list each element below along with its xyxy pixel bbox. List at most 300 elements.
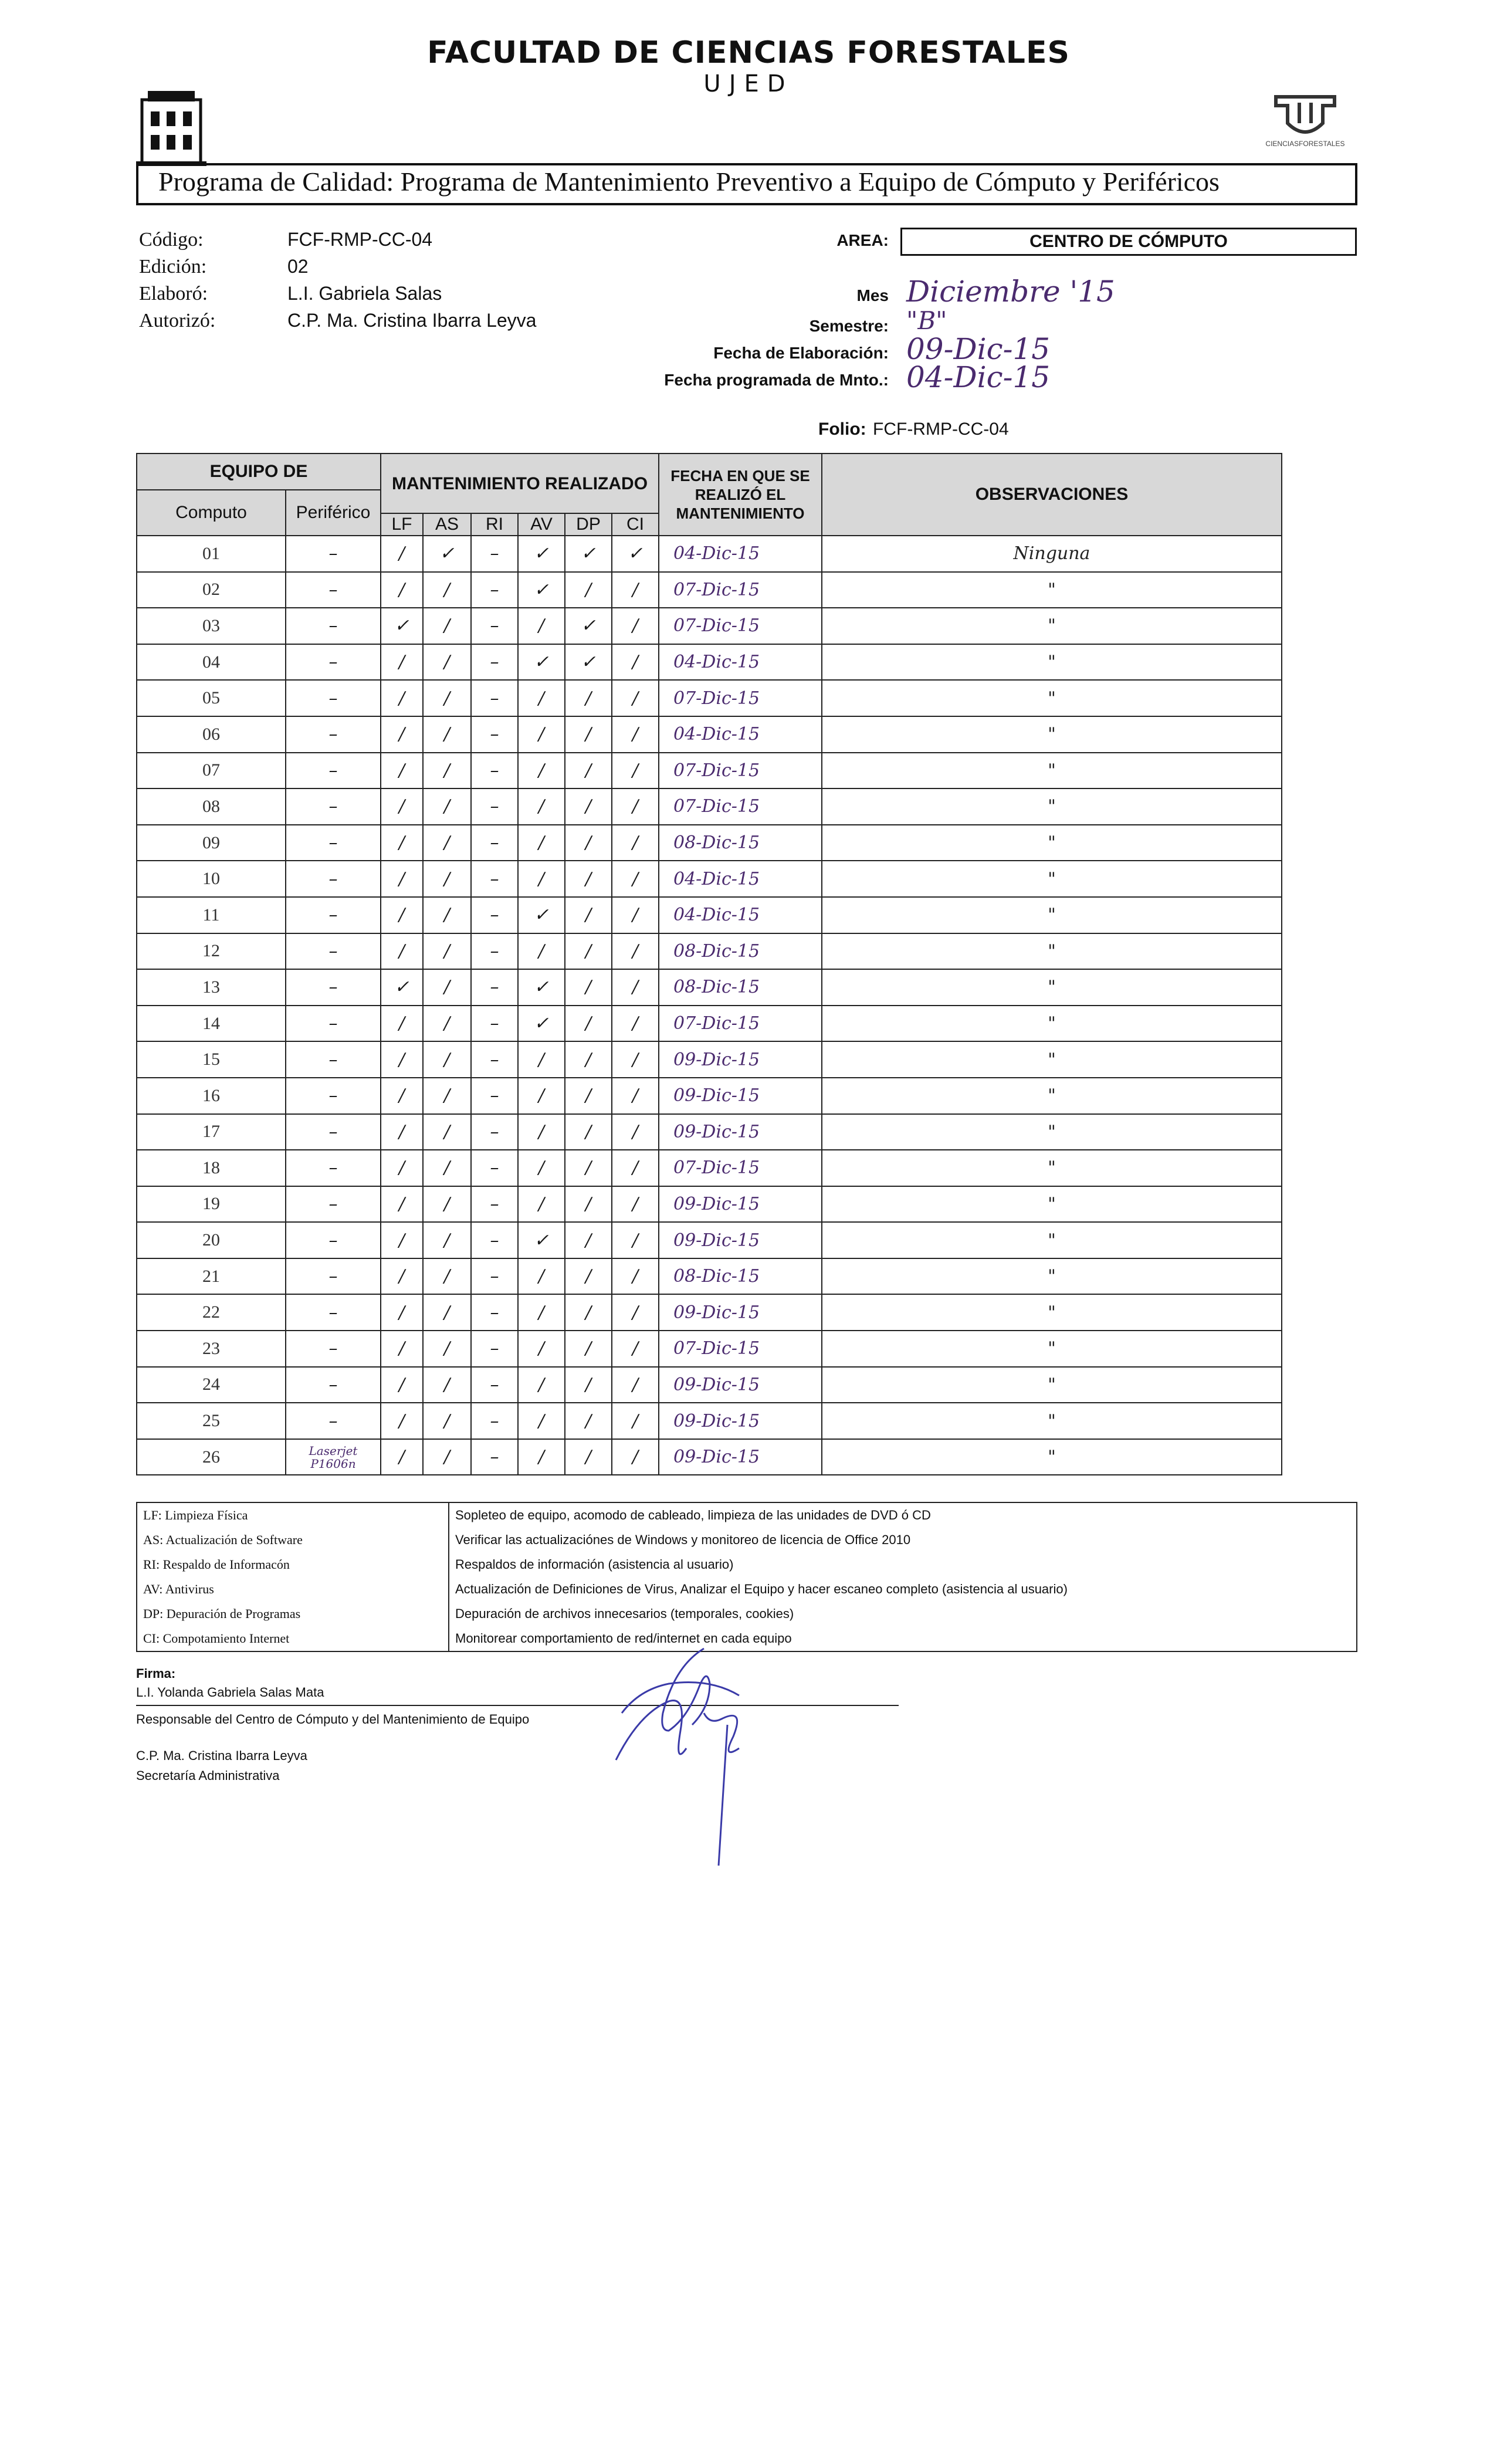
periferico-cell: – bbox=[286, 861, 381, 897]
table-row bbox=[137, 1439, 1282, 1475]
computo-number: 05 bbox=[137, 680, 286, 716]
check-dp: / bbox=[565, 572, 612, 608]
check-ri: – bbox=[471, 680, 518, 716]
table-row bbox=[137, 1150, 1282, 1186]
mantenimiento-header: MANTENIMIENTO REALIZADO bbox=[381, 453, 659, 513]
fecha-cell: 09-Dic-15 bbox=[659, 1439, 822, 1475]
responsable-role: Responsable del Centro de Cómputo y del Mantenimiento de Equipo bbox=[136, 1712, 530, 1727]
code-header-lf: LF bbox=[381, 513, 423, 536]
computo-number: 25 bbox=[137, 1403, 286, 1439]
check-ci: / bbox=[612, 1114, 659, 1150]
fecha-cell: 07-Dic-15 bbox=[659, 572, 822, 608]
check-av: / bbox=[518, 933, 565, 970]
computo-number: 24 bbox=[137, 1367, 286, 1403]
check-ri: – bbox=[471, 825, 518, 861]
table-row bbox=[137, 933, 1282, 970]
fecha-cell: 09-Dic-15 bbox=[659, 1403, 822, 1439]
edicion-label: Edición: bbox=[139, 256, 207, 277]
check-as: / bbox=[423, 1294, 471, 1331]
legend-description: Monitorear comportamiento de red/internet en cada equipo bbox=[455, 1631, 792, 1646]
check-ri: – bbox=[471, 1041, 518, 1078]
legend-row bbox=[137, 1552, 1357, 1577]
check-ci: / bbox=[612, 716, 659, 753]
fecha-cell: 04-Dic-15 bbox=[659, 644, 822, 681]
check-ci: / bbox=[612, 753, 659, 789]
check-ri: – bbox=[471, 1367, 518, 1403]
periferico-cell: – bbox=[286, 1294, 381, 1331]
observacion-cell: " bbox=[822, 969, 1282, 1006]
check-dp: / bbox=[565, 1006, 612, 1042]
check-ri: – bbox=[471, 753, 518, 789]
check-ri: – bbox=[471, 1078, 518, 1114]
computo-number: 02 bbox=[137, 572, 286, 608]
observacion-cell: " bbox=[822, 861, 1282, 897]
check-ri: – bbox=[471, 608, 518, 644]
periferico-cell: – bbox=[286, 1403, 381, 1439]
check-as: / bbox=[423, 1078, 471, 1114]
fecha-cell: 09-Dic-15 bbox=[659, 1078, 822, 1114]
check-dp: / bbox=[565, 1258, 612, 1295]
check-av: ✓ bbox=[518, 1006, 565, 1042]
observaciones-header: OBSERVACIONES bbox=[822, 453, 1282, 536]
mes-value: Diciembre '15 bbox=[906, 275, 1115, 309]
computo-number: 14 bbox=[137, 1006, 286, 1042]
check-lf: / bbox=[381, 788, 423, 825]
check-ci: / bbox=[612, 1294, 659, 1331]
check-av: / bbox=[518, 1114, 565, 1150]
fecha-cell: 09-Dic-15 bbox=[659, 1222, 822, 1258]
check-dp: / bbox=[565, 897, 612, 933]
check-ci: / bbox=[612, 861, 659, 897]
legend-description: Actualización de Definiciones de Virus, Analizar el Equipo y hacer escaneo completo (asistencia al usuario) bbox=[455, 1582, 1068, 1596]
table-row bbox=[137, 861, 1282, 897]
observacion-cell: " bbox=[822, 1294, 1282, 1331]
check-ri: – bbox=[471, 1258, 518, 1295]
fecha-elaboracion-label: Fecha de Elaboración: bbox=[713, 344, 889, 362]
secretaria-name: C.P. Ma. Cristina Ibarra Leyva bbox=[136, 1748, 307, 1763]
observacion-cell: " bbox=[822, 716, 1282, 753]
fecha-cell: 09-Dic-15 bbox=[659, 1367, 822, 1403]
check-ci: / bbox=[612, 644, 659, 681]
periferico-cell: – bbox=[286, 1041, 381, 1078]
legend-row bbox=[137, 1577, 1357, 1602]
check-av: ✓ bbox=[518, 644, 565, 681]
fecha-cell: 09-Dic-15 bbox=[659, 1114, 822, 1150]
semestre-value: "B" bbox=[906, 306, 947, 335]
check-lf: / bbox=[381, 1294, 423, 1331]
table-row bbox=[137, 1006, 1282, 1042]
faculty-title: FACULTAD DE CIENCIAS FORESTALES bbox=[427, 35, 1070, 70]
observacion-cell: " bbox=[822, 1041, 1282, 1078]
check-ci: / bbox=[612, 933, 659, 970]
check-as: / bbox=[423, 680, 471, 716]
check-av: / bbox=[518, 1078, 565, 1114]
check-as: / bbox=[423, 716, 471, 753]
autorizo-value: C.P. Ma. Cristina Ibarra Leyva bbox=[287, 310, 537, 331]
table-row bbox=[137, 1078, 1282, 1114]
check-lf: / bbox=[381, 572, 423, 608]
computo-number: 19 bbox=[137, 1186, 286, 1223]
computo-number: 13 bbox=[137, 969, 286, 1006]
check-ci: / bbox=[612, 825, 659, 861]
table-row bbox=[137, 536, 1282, 572]
legend-code: CI: Compotamiento Internet bbox=[137, 1626, 449, 1651]
check-ci: / bbox=[612, 680, 659, 716]
computo-number: 16 bbox=[137, 1078, 286, 1114]
check-ri: – bbox=[471, 861, 518, 897]
check-ci: / bbox=[612, 1222, 659, 1258]
periferico-cell: – bbox=[286, 1150, 381, 1186]
check-as: / bbox=[423, 897, 471, 933]
fecha-cell: 07-Dic-15 bbox=[659, 753, 822, 789]
check-ci: / bbox=[612, 572, 659, 608]
table-row bbox=[137, 1041, 1282, 1078]
check-ci: / bbox=[612, 1041, 659, 1078]
codigo-value: FCF-RMP-CC-04 bbox=[287, 229, 433, 250]
observacion-cell: " bbox=[822, 644, 1282, 681]
check-lf: / bbox=[381, 1041, 423, 1078]
fecha-cell: 08-Dic-15 bbox=[659, 825, 822, 861]
fecha-cell: 08-Dic-15 bbox=[659, 933, 822, 970]
table-row bbox=[137, 1114, 1282, 1150]
check-lf: ✓ bbox=[381, 969, 423, 1006]
fecha-cell: 04-Dic-15 bbox=[659, 536, 822, 572]
equipo-de-header: EQUIPO DE bbox=[137, 453, 381, 490]
check-av: / bbox=[518, 608, 565, 644]
periferico-cell: – bbox=[286, 1186, 381, 1223]
check-ci: / bbox=[612, 1006, 659, 1042]
mes-label: Mes bbox=[856, 286, 889, 304]
code-header-ci: CI bbox=[612, 513, 659, 536]
codigo-label: Código: bbox=[139, 229, 204, 251]
check-as: / bbox=[423, 861, 471, 897]
check-as: ✓ bbox=[423, 536, 471, 572]
computo-number: 15 bbox=[137, 1041, 286, 1078]
fecha-cell: 04-Dic-15 bbox=[659, 716, 822, 753]
observacion-cell: " bbox=[822, 1258, 1282, 1295]
fecha-cell: 07-Dic-15 bbox=[659, 1006, 822, 1042]
check-dp: / bbox=[565, 1114, 612, 1150]
observacion-cell: " bbox=[822, 933, 1282, 970]
fecha-cell: 07-Dic-15 bbox=[659, 680, 822, 716]
computo-number: 04 bbox=[137, 644, 286, 681]
table-row bbox=[137, 572, 1282, 608]
periferico-cell: – bbox=[286, 1078, 381, 1114]
periferico-cell: – bbox=[286, 1222, 381, 1258]
table-row bbox=[137, 716, 1282, 753]
check-av: / bbox=[518, 1403, 565, 1439]
periferico-cell: – bbox=[286, 1367, 381, 1403]
check-dp: ✓ bbox=[565, 608, 612, 644]
area-value: CENTRO DE CÓMPUTO bbox=[900, 228, 1357, 256]
legend-description: Sopleteo de equipo, acomodo de cableado, limpieza de las unidades de DVD ó CD bbox=[455, 1508, 931, 1522]
code-header-ri: RI bbox=[471, 513, 518, 536]
computo-number: 01 bbox=[137, 536, 286, 572]
computo-number: 21 bbox=[137, 1258, 286, 1295]
computo-number: 23 bbox=[137, 1331, 286, 1367]
fecha-mnto-label: Fecha programada de Mnto.: bbox=[664, 371, 889, 389]
check-lf: / bbox=[381, 1367, 423, 1403]
maintenance-table bbox=[136, 453, 1282, 1475]
check-ci: / bbox=[612, 1367, 659, 1403]
check-dp: / bbox=[565, 933, 612, 970]
check-av: / bbox=[518, 1439, 565, 1475]
table-row bbox=[137, 788, 1282, 825]
check-lf: / bbox=[381, 716, 423, 753]
fecha-cell: 04-Dic-15 bbox=[659, 861, 822, 897]
check-ri: – bbox=[471, 1114, 518, 1150]
folio-value: FCF-RMP-CC-04 bbox=[873, 419, 1009, 439]
legend-description: Depuración de archivos innecesarios (temporales, cookies) bbox=[455, 1606, 794, 1621]
check-as: / bbox=[423, 1041, 471, 1078]
check-as: / bbox=[423, 788, 471, 825]
check-lf: / bbox=[381, 680, 423, 716]
check-ci: / bbox=[612, 788, 659, 825]
fecha-cell: 09-Dic-15 bbox=[659, 1294, 822, 1331]
check-av: / bbox=[518, 1367, 565, 1403]
periferico-cell: – bbox=[286, 933, 381, 970]
check-as: / bbox=[423, 1258, 471, 1295]
observacion-cell: " bbox=[822, 608, 1282, 644]
check-av: / bbox=[518, 1186, 565, 1223]
check-ri: – bbox=[471, 1186, 518, 1223]
check-ri: – bbox=[471, 536, 518, 572]
check-lf: / bbox=[381, 1222, 423, 1258]
check-as: / bbox=[423, 1006, 471, 1042]
elaboro-label: Elaboró: bbox=[139, 283, 208, 304]
check-av: / bbox=[518, 825, 565, 861]
check-ri: – bbox=[471, 897, 518, 933]
check-av: / bbox=[518, 1331, 565, 1367]
check-lf: / bbox=[381, 1186, 423, 1223]
check-ci: / bbox=[612, 1331, 659, 1367]
periferico-cell: – bbox=[286, 969, 381, 1006]
check-lf: / bbox=[381, 825, 423, 861]
ujed-building-logo bbox=[136, 88, 206, 170]
table-row bbox=[137, 608, 1282, 644]
check-av: / bbox=[518, 1150, 565, 1186]
check-ri: – bbox=[471, 788, 518, 825]
check-as: / bbox=[423, 1403, 471, 1439]
check-as: / bbox=[423, 825, 471, 861]
check-lf: / bbox=[381, 1439, 423, 1475]
legend-description: Respaldos de información (asistencia al usuario) bbox=[455, 1557, 734, 1572]
check-lf: / bbox=[381, 1403, 423, 1439]
check-ci: ✓ bbox=[612, 536, 659, 572]
computo-number: 18 bbox=[137, 1150, 286, 1186]
check-av: ✓ bbox=[518, 536, 565, 572]
forestales-logo bbox=[1267, 88, 1343, 147]
periferico-cell: – bbox=[286, 753, 381, 789]
fecha-cell: 07-Dic-15 bbox=[659, 1331, 822, 1367]
area-label: AREA: bbox=[836, 231, 889, 249]
computo-number: 11 bbox=[137, 897, 286, 933]
legend-row bbox=[137, 1528, 1357, 1552]
check-dp: / bbox=[565, 1367, 612, 1403]
check-ci: / bbox=[612, 1150, 659, 1186]
table-row bbox=[137, 753, 1282, 789]
check-ci: / bbox=[612, 1258, 659, 1295]
check-ri: – bbox=[471, 1150, 518, 1186]
observacion-cell: " bbox=[822, 1331, 1282, 1367]
check-ri: – bbox=[471, 572, 518, 608]
legend-code: RI: Respaldo de Informacón bbox=[137, 1552, 449, 1577]
computo-number: 10 bbox=[137, 861, 286, 897]
code-header-dp: DP bbox=[565, 513, 612, 536]
check-lf: / bbox=[381, 1331, 423, 1367]
computo-number: 08 bbox=[137, 788, 286, 825]
check-dp: / bbox=[565, 716, 612, 753]
fecha-cell: 04-Dic-15 bbox=[659, 897, 822, 933]
check-lf: / bbox=[381, 861, 423, 897]
check-ci: / bbox=[612, 608, 659, 644]
legend-row bbox=[137, 1502, 1357, 1528]
observacion-cell: " bbox=[822, 1222, 1282, 1258]
table-row bbox=[137, 1294, 1282, 1331]
check-ri: – bbox=[471, 1006, 518, 1042]
check-as: / bbox=[423, 644, 471, 681]
check-dp: / bbox=[565, 1041, 612, 1078]
check-dp: / bbox=[565, 1403, 612, 1439]
check-ci: / bbox=[612, 1403, 659, 1439]
check-dp: / bbox=[565, 1331, 612, 1367]
observacion-cell: " bbox=[822, 680, 1282, 716]
elaboro-value: L.I. Gabriela Salas bbox=[287, 283, 442, 304]
computo-number: 07 bbox=[137, 753, 286, 789]
check-dp: / bbox=[565, 825, 612, 861]
computo-number: 03 bbox=[137, 608, 286, 644]
check-as: / bbox=[423, 572, 471, 608]
check-dp: / bbox=[565, 1222, 612, 1258]
check-av: / bbox=[518, 716, 565, 753]
check-lf: / bbox=[381, 1078, 423, 1114]
legend-code: DP: Depuración de Programas bbox=[137, 1602, 449, 1626]
legend-row bbox=[137, 1602, 1357, 1626]
periferico-cell: – bbox=[286, 1331, 381, 1367]
check-dp: / bbox=[565, 1150, 612, 1186]
legend-code: AV: Antivirus bbox=[137, 1577, 449, 1602]
observacion-cell: " bbox=[822, 1114, 1282, 1150]
check-dp: / bbox=[565, 969, 612, 1006]
check-lf: / bbox=[381, 1150, 423, 1186]
check-ri: – bbox=[471, 1439, 518, 1475]
check-lf: / bbox=[381, 1114, 423, 1150]
computo-number: 26 bbox=[137, 1439, 286, 1475]
check-lf: / bbox=[381, 644, 423, 681]
check-as: / bbox=[423, 1150, 471, 1186]
check-av: ✓ bbox=[518, 969, 565, 1006]
legend-code: AS: Actualización de Software bbox=[137, 1528, 449, 1552]
periferico-cell: – bbox=[286, 1006, 381, 1042]
check-lf: / bbox=[381, 536, 423, 572]
periferico-cell: – bbox=[286, 536, 381, 572]
logo-caption: CIENCIASFORESTALES bbox=[1265, 140, 1345, 148]
check-lf: / bbox=[381, 1006, 423, 1042]
check-ci: / bbox=[612, 897, 659, 933]
computo-number: 12 bbox=[137, 933, 286, 970]
check-ri: – bbox=[471, 1331, 518, 1367]
computo-header: Computo bbox=[137, 490, 286, 536]
check-av: / bbox=[518, 1258, 565, 1295]
check-dp: / bbox=[565, 1294, 612, 1331]
check-as: / bbox=[423, 933, 471, 970]
legend-table bbox=[136, 1502, 1357, 1652]
check-dp: / bbox=[565, 680, 612, 716]
fecha-cell: 08-Dic-15 bbox=[659, 969, 822, 1006]
folio-label: Folio: bbox=[818, 419, 866, 439]
computo-number: 17 bbox=[137, 1114, 286, 1150]
periferico-cell: – bbox=[286, 788, 381, 825]
check-ci: / bbox=[612, 969, 659, 1006]
observacion-cell: Ninguna bbox=[822, 536, 1282, 572]
check-av: / bbox=[518, 788, 565, 825]
fecha-cell: 07-Dic-15 bbox=[659, 1150, 822, 1186]
check-av: / bbox=[518, 1041, 565, 1078]
table-row bbox=[137, 1258, 1282, 1295]
check-av: ✓ bbox=[518, 1222, 565, 1258]
check-lf: / bbox=[381, 933, 423, 970]
check-av: / bbox=[518, 1294, 565, 1331]
firma-label: Firma: bbox=[136, 1666, 176, 1681]
observacion-cell: " bbox=[822, 1078, 1282, 1114]
university-name: UJED bbox=[703, 70, 794, 97]
check-as: / bbox=[423, 1367, 471, 1403]
check-as: / bbox=[423, 1222, 471, 1258]
check-ri: – bbox=[471, 1222, 518, 1258]
fecha-elaboracion-value: 09-Dic-15 bbox=[906, 332, 1051, 366]
periferico-header: Periférico bbox=[286, 490, 381, 536]
edicion-value: 02 bbox=[287, 256, 309, 277]
check-dp: / bbox=[565, 1439, 612, 1475]
check-as: / bbox=[423, 1439, 471, 1475]
fecha-mnto-value: 04-Dic-15 bbox=[906, 360, 1051, 394]
computo-number: 20 bbox=[137, 1222, 286, 1258]
table-row bbox=[137, 644, 1282, 681]
table-row bbox=[137, 825, 1282, 861]
table-row bbox=[137, 1186, 1282, 1223]
fecha-cell: 09-Dic-15 bbox=[659, 1041, 822, 1078]
check-dp: / bbox=[565, 1186, 612, 1223]
observacion-cell: " bbox=[822, 788, 1282, 825]
observacion-cell: " bbox=[822, 825, 1282, 861]
secretaria-role: Secretaría Administrativa bbox=[136, 1768, 280, 1783]
check-lf: / bbox=[381, 897, 423, 933]
periferico-cell: – bbox=[286, 897, 381, 933]
check-dp: / bbox=[565, 861, 612, 897]
periferico-cell: – bbox=[286, 825, 381, 861]
responsable-name: L.I. Yolanda Gabriela Salas Mata bbox=[136, 1685, 324, 1700]
check-as: / bbox=[423, 1331, 471, 1367]
observacion-cell: " bbox=[822, 1150, 1282, 1186]
observacion-cell: " bbox=[822, 1367, 1282, 1403]
computo-number: 09 bbox=[137, 825, 286, 861]
check-ci: / bbox=[612, 1078, 659, 1114]
check-av: / bbox=[518, 861, 565, 897]
table-row bbox=[137, 1403, 1282, 1439]
check-av: ✓ bbox=[518, 897, 565, 933]
observacion-cell: " bbox=[822, 1186, 1282, 1223]
fecha-cell: 09-Dic-15 bbox=[659, 1186, 822, 1223]
fecha-header: FECHA EN QUE SE REALIZÓ EL MANTENIMIENTO bbox=[659, 453, 822, 536]
check-as: / bbox=[423, 1186, 471, 1223]
periferico-cell: – bbox=[286, 572, 381, 608]
check-ri: – bbox=[471, 1294, 518, 1331]
table-row bbox=[137, 969, 1282, 1006]
semestre-label: Semestre: bbox=[809, 317, 889, 335]
fecha-cell: 07-Dic-15 bbox=[659, 788, 822, 825]
fecha-cell: 08-Dic-15 bbox=[659, 1258, 822, 1295]
check-dp: ✓ bbox=[565, 644, 612, 681]
